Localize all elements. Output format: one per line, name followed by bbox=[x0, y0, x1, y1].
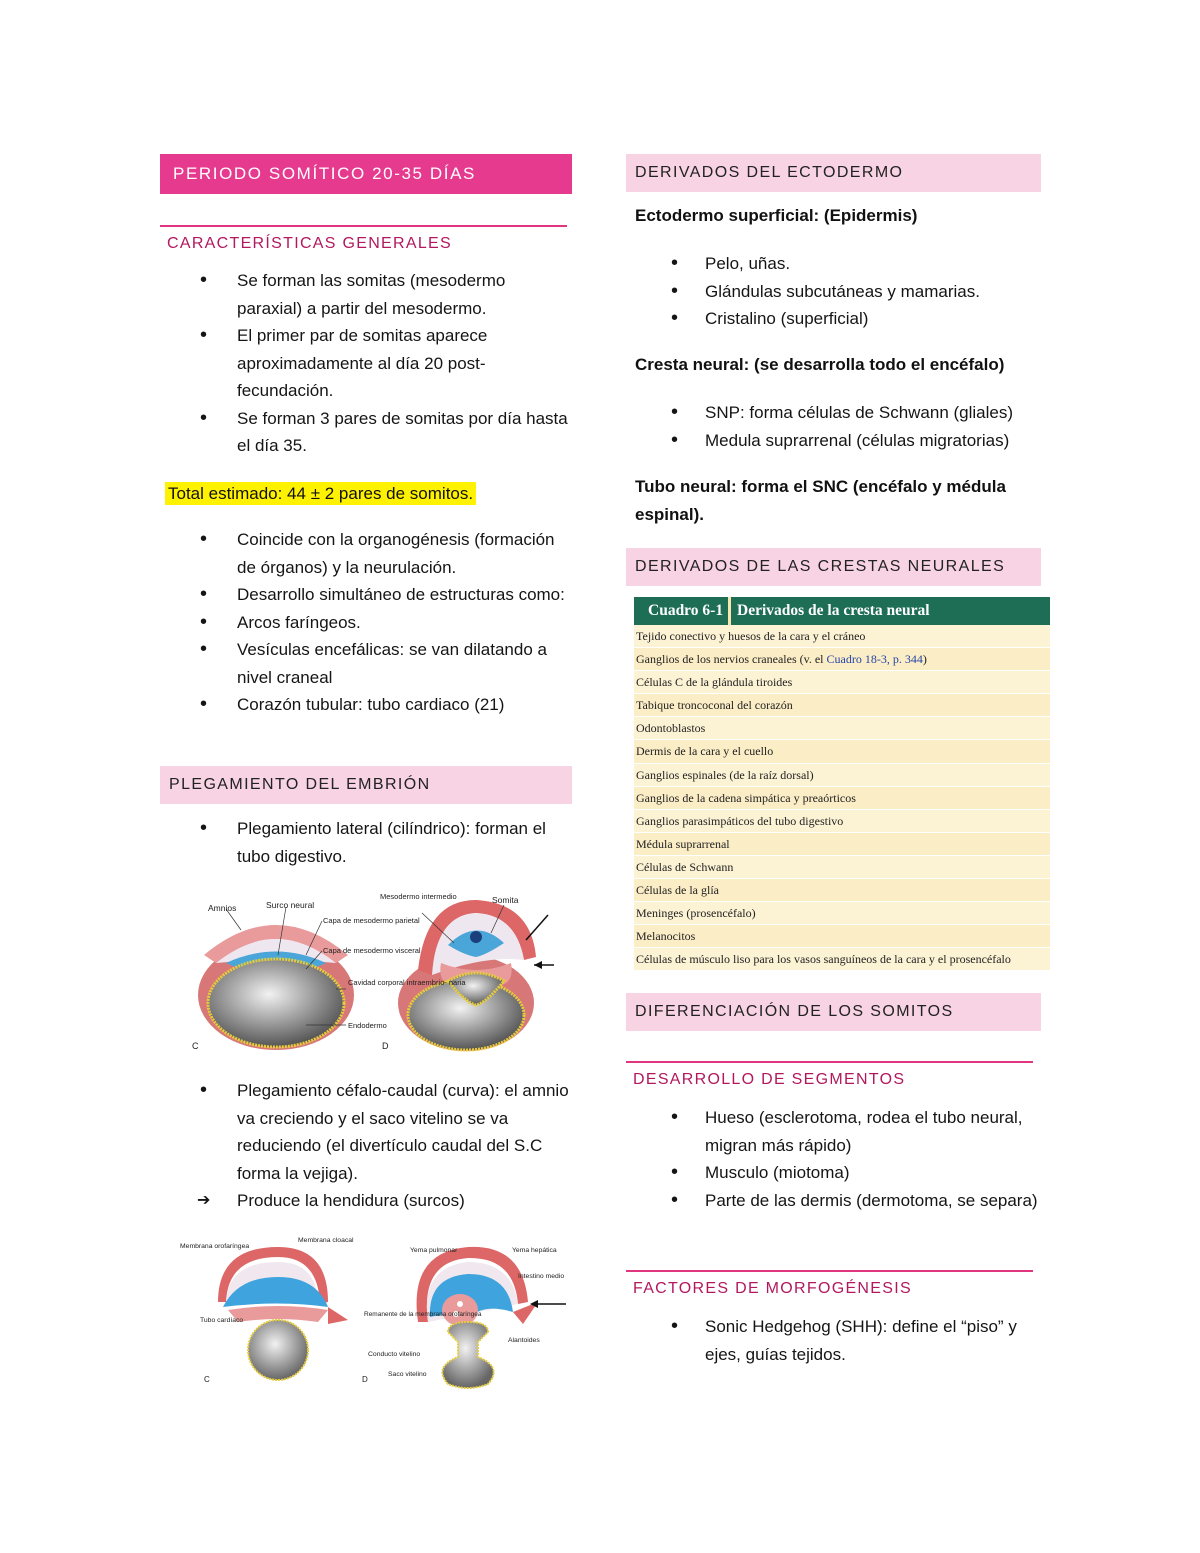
label-c: C bbox=[204, 1375, 210, 1384]
list-item: • Musculo (miotoma) bbox=[626, 1159, 1042, 1187]
label-mesodermo-intermedio: Mesodermo intermedio bbox=[380, 892, 457, 901]
figure-plegamiento-cefalocaudal bbox=[178, 1232, 568, 1390]
ectodermo-superficial: Ectodermo superficial: (Epidermis) bbox=[635, 206, 918, 225]
table-cell-text: ) bbox=[922, 652, 927, 667]
figure-plegamiento-lateral bbox=[186, 885, 556, 1055]
list-item: • Coincide con la organogénesis (formación de órganos) y la neurulación. bbox=[160, 526, 572, 581]
list-item: • Hueso (esclerotoma, rodea el tubo neural, migran más rápido) bbox=[626, 1104, 1042, 1159]
list-item: • Corazón tubular: tubo cardiaco (21) bbox=[160, 691, 572, 719]
table-row: Ganglios parasimpáticos del tubo digestivo bbox=[634, 810, 1050, 833]
label-saco-vitelino: Saco vitelino bbox=[388, 1371, 427, 1378]
table-row: Células C de la glándula tiroides bbox=[634, 671, 1050, 694]
highlight-total: Total estimado: 44 ± 2 pares de somitos. bbox=[165, 482, 476, 505]
table-row: Ganglios espinales (de la raíz dorsal) bbox=[634, 764, 1050, 787]
list-item: • Glándulas subcutáneas y mamarias. bbox=[626, 278, 1042, 306]
label-conducto-vitelino: Conducto vitelino bbox=[368, 1351, 421, 1358]
list-item: • Se forman las somitas (mesodermo paraxial) a partir del mesodermo. bbox=[160, 267, 572, 322]
heading-morfogenesis: FACTORES DE MORFOGÉNESIS bbox=[626, 1270, 1033, 1300]
label-capa-visceral: Capa de mesodermo visceral bbox=[323, 946, 421, 955]
table-row: Médula suprarrenal bbox=[634, 833, 1050, 856]
label-tubo-cardiaco: Tubo cardíaco bbox=[200, 1317, 244, 1324]
cresta-neural-text: Cresta neural: (se desarrolla todo el encéfalo) bbox=[635, 355, 1005, 374]
embryo-cefalocaudal-illustration bbox=[178, 1232, 568, 1390]
list-item: • Desarrollo simultáneo de estructuras como: bbox=[160, 581, 572, 609]
list-item: • Pelo, uñas. bbox=[626, 250, 1042, 278]
embryo-lateral-illustration bbox=[186, 885, 556, 1055]
list-item: • El primer par de somitas aparece aproximadamente al día 20 post-fecundación. bbox=[160, 322, 572, 405]
label-cavidad: Cavidad corporal intraembrio- naria bbox=[348, 978, 466, 987]
table-row: Ganglios de la cadena simpática y preaórticos bbox=[634, 787, 1050, 810]
section-title-crestas: DERIVADOS DE LAS CRESTAS NEURALES bbox=[626, 548, 1041, 586]
list-item: • Plegamiento céfalo-caudal (curva): el amnio va creciendo y el saco vitelino se va reduciendo (el divertículo caudal del S.C forma la vejiga). bbox=[160, 1077, 572, 1187]
list-item: • Cristalino (superficial) bbox=[626, 305, 1042, 333]
label-c: C bbox=[192, 1041, 199, 1051]
list-item: • Parte de las dermis (dermotoma, se separa) bbox=[626, 1187, 1042, 1215]
table-row: Tejido conectivo y huesos de la cara y el cráneo bbox=[634, 625, 1050, 648]
section-title-periodo-somitico: PERIODO SOMÍTICO 20-35 DÍAS bbox=[160, 154, 572, 194]
list-morfogenesis bbox=[626, 1313, 1042, 1368]
tubo-neural-text: Tubo neural: forma el SNC (encéfalo y médula espinal). bbox=[635, 477, 1006, 524]
table-header bbox=[634, 597, 1050, 625]
table-cell-text: Ganglios de los nervios craneales (v. el bbox=[636, 652, 827, 667]
label-membrana-cloacal: Membrana cloacal bbox=[298, 1237, 354, 1244]
list-item: • Arcos faríngeos. bbox=[160, 609, 572, 637]
list-item: • Vesículas encefálicas: se van dilatando a nivel craneal bbox=[160, 636, 572, 691]
label-alantoides: Alantoides bbox=[508, 1337, 540, 1344]
list-segmentos bbox=[626, 1104, 1042, 1214]
list-item: • Medula suprarrenal (células migratorias) bbox=[626, 427, 1042, 455]
table-row: Células de músculo liso para los vasos sanguíneos de la cara y el prosencéfalo bbox=[634, 948, 1050, 971]
list-item: • SNP: forma células de Schwann (gliales) bbox=[626, 399, 1042, 427]
table-row: Meninges (prosencéfalo) bbox=[634, 902, 1050, 925]
list-plegamiento-2 bbox=[160, 1077, 572, 1215]
section-title-ectodermo: DERIVADOS DEL ECTODERMO bbox=[626, 154, 1041, 192]
table-cresta-neural bbox=[634, 597, 1050, 971]
label-somita: Somita bbox=[492, 895, 519, 905]
table-row: Tabique troncoconal del corazón bbox=[634, 694, 1050, 717]
label-yema-pulmonar: Yema pulmonar bbox=[410, 1247, 458, 1254]
table-row bbox=[634, 648, 1050, 671]
list-organogenesis bbox=[160, 526, 572, 719]
list-item: • Sonic Hedgehog (SHH): define el “piso” y ejes, guías tejidos. bbox=[626, 1313, 1042, 1368]
table-row: Odontoblastos bbox=[634, 717, 1050, 740]
list-ectodermo bbox=[626, 250, 1042, 333]
list-caracteristicas bbox=[160, 267, 572, 460]
list-item: • Plegamiento lateral (cilíndrico): forman el tubo digestivo. bbox=[160, 815, 572, 870]
label-d: D bbox=[382, 1041, 389, 1051]
list-cresta bbox=[626, 399, 1042, 454]
heading-segmentos: DESARROLLO DE SEGMENTOS bbox=[626, 1061, 1033, 1091]
section-title-diferenciacion: DIFERENCIACIÓN DE LOS SOMITOS bbox=[626, 993, 1041, 1031]
label-intestino-medio: Intestino medio bbox=[518, 1273, 565, 1280]
table-link[interactable]: Cuadro 18-3, p. 344 bbox=[826, 652, 923, 667]
label-endodermo: Endodermo bbox=[348, 1021, 387, 1030]
label-amnios: Amnios bbox=[208, 903, 237, 913]
table-header-title: Derivados de la cresta neural bbox=[737, 602, 930, 619]
list-item: • Se forman 3 pares de somitas por día hasta el día 35. bbox=[160, 405, 572, 460]
table-row: Células de la glía bbox=[634, 879, 1050, 902]
table-header-cuadro: Cuadro 6-1 bbox=[634, 597, 731, 625]
table-row: Melanocitos bbox=[634, 925, 1050, 948]
heading-caracteristicas: CARACTERÍSTICAS GENERALES bbox=[160, 225, 567, 255]
section-title-plegamiento: PLEGAMIENTO DEL EMBRIÓN bbox=[160, 766, 572, 804]
label-surco: Surco neural bbox=[266, 900, 315, 910]
table-row: Dermis de la cara y el cuello bbox=[634, 740, 1050, 763]
label-yema-hepatica: Yema hepática bbox=[512, 1247, 557, 1254]
label-d: D bbox=[362, 1375, 368, 1384]
label-membrana-orofaringea: Membrana orofaríngea bbox=[180, 1243, 250, 1250]
label-capa-parietal: Capa de mesodermo parietal bbox=[323, 916, 420, 925]
total-estimado bbox=[165, 480, 476, 508]
list-plegamiento-1 bbox=[160, 815, 572, 870]
list-item-arrow: ➔ Produce la hendidura (surcos) bbox=[160, 1187, 572, 1215]
table-row: Células de Schwann bbox=[634, 856, 1050, 879]
label-remanente: Remanente de la membrana orofaríngea bbox=[364, 1311, 482, 1318]
